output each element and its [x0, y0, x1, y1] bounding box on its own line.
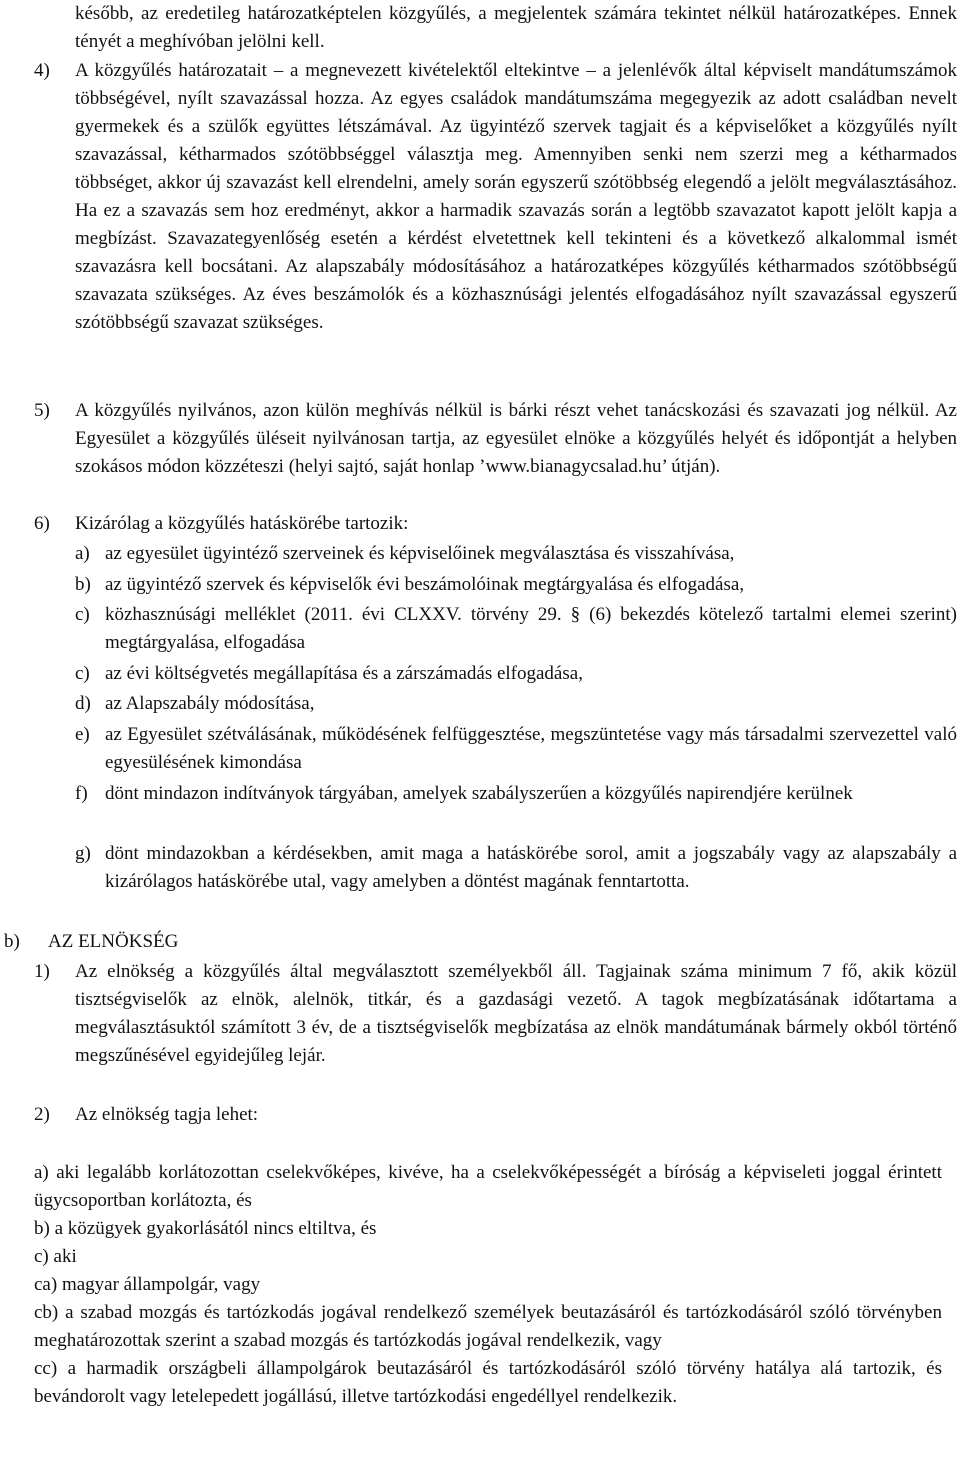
elnokseg-item-1 [34, 958, 957, 1070]
intro-text: később, az eredetileg határozatképtelen közgyűlés, a megjelentek számára tekintet nélkül határozatképes. Ennek tényét a meghívóban jelölni kell. [75, 3, 957, 52]
list-item-5 [34, 397, 957, 481]
intro-paragraph [75, 0, 957, 56]
subitem-number: f) [75, 783, 88, 804]
subitem-c2 [75, 660, 957, 688]
section-title: AZ ELNÖKSÉG [48, 931, 179, 952]
subitem-number: d) [75, 693, 91, 714]
item-number: 5) [34, 400, 50, 421]
conditions-list [34, 1159, 942, 1411]
subitem-text: dönt mindazokban a kérdésekben, amit maga a hatáskörébe sorol, amit a jogszabály vagy az alapszabály a kizárólagos hatáskörébe utal, vagy amelyben a döntést magának fenntartotta. [105, 843, 957, 892]
subitem-number: e) [75, 724, 90, 745]
subitem-number: a) [75, 543, 90, 564]
subitem-number: g) [75, 843, 91, 864]
condition-item: c) aki [34, 1246, 77, 1267]
subitem-text: közhasznúsági melléklet (2011. évi CLXXV. törvény 29. § (6) bekezdés kötelező tartalmi elemei szerint) megtárgyalása, elfogadása [105, 604, 957, 653]
subitem-e [75, 721, 957, 777]
condition-item: a) aki legalább korlátozottan cselekvőképes, kivéve, ha a cselekvőképességét a bíróság a képviseleti joggal érintett ügycsoportban korlátozta, és [34, 1162, 942, 1211]
list-item-6 [34, 510, 957, 538]
subitem-f [75, 780, 957, 808]
subitem-a [75, 540, 957, 568]
subitem-text: az évi költségvetés megállapítása és a zárszámadás elfogadása, [105, 663, 583, 684]
condition-item: b) a közügyek gyakorlásától nincs eltiltva, és [34, 1218, 377, 1239]
subitem-text: dönt mindazon indítványok tárgyában, amelyek szabályszerűen a közgyűlés napirendjére kerülnek [105, 783, 853, 804]
subitem-d [75, 690, 957, 718]
item-number: 6) [34, 513, 50, 534]
subitem-g [75, 840, 957, 896]
item-text: A közgyűlés nyilvános, azon külön meghívás nélkül is bárki részt vehet tanácskozási és szavazati jog nélkül. Az Egyesület a közgyűlés üléseit nyilvánosan tartja, az egyesület elnöke a közgyűlés helyét és időpontját a helyben szokásos módon közzéteszi (helyi sajtó, saját honlap ’www.bianagycsalad.hu’ útján). [75, 400, 957, 477]
subitem-text: az ügyintéző szervek és képviselők évi beszámolóinak megtárgyalása és elfogadása, [105, 574, 745, 595]
subitem-number: c) [75, 663, 90, 684]
item-text: A közgyűlés határozatait – a megnevezett kivételektől eltekintve – a jelenlévők által képviselt mandátumszámok többségével, nyílt szavazással hozza. Az egyes családok mandátumszáma megegyezik az adott családban nevelt gyermekek és a szülők együttes létszámával. Az ügyintéző szervek tagjait és a képviselőket a közgyűlés nyílt szavazással, kétharmados szótöbbséggel választja meg. Amennyiben senki nem szerzi meg a kétharmados többséget, akkor új szavazást kell elrendelni, amely során egyszerű szótöbbség elegendő a jelölt megválasztásához. Ha ez a szavazás sem hoz eredményt, akkor a harmadik szavazás során a legtöbb szavazatot kapott jelölt kapja a megbízást. Szavazategyenlőség esetén a kérdést elvetettnek kell tekinteni és a következő alkalommal ismét szavazásra kell bocsátani. Az alapszabály módosításához a határozatképes közgyűlés kétharmados szótöbbségű szavazata szükséges. Az éves beszámolók és a közhasznúsági jelentés elfogadásához nyílt szavazással egyszerű szótöbbségű szavazat szükséges. [75, 60, 957, 333]
condition-item: ca) magyar állampolgár, vagy [34, 1274, 261, 1295]
subitem-text: az Egyesület szétválásának, működésének felfüggesztése, megszüntetése vagy más társadalmi szervezettel való egyesülésének kimondása [105, 724, 957, 773]
item-number: 4) [34, 60, 50, 81]
condition-item: cb) a szabad mozgás és tartózkodás jogával rendelkező személyek beutazásáról és tartózkodásáról szóló törvényben meghatározottak szerint a szabad mozgás és tartózkodás jogával rendelkezik, vagy [34, 1302, 942, 1351]
section-heading [4, 928, 957, 956]
subitem-text: az Alapszabály módosítása, [105, 693, 315, 714]
subitem-text: az egyesület ügyintéző szerveinek és képviselőinek megválasztása és visszahívása, [105, 543, 735, 564]
subitem-c1 [75, 601, 957, 657]
item-text: Az elnökség a közgyűlés által megválasztott személyekből áll. Tagjainak száma minimum 7 fő, akik közül tisztségviselők az elnök, alelnök, titkár, és a gazdasági vezető. A tagok megbízatásának időtartama a megválasztásuktól számított 3 év, de a tisztségviselők megbízatása az elnök mandátumának bármely okból történő megszűnésével egyidejűleg lejár. [75, 961, 957, 1066]
item-text: Az elnökség tagja lehet: [75, 1104, 259, 1125]
list-item-4 [34, 57, 957, 337]
subitem-number: c) [75, 604, 90, 625]
item-text: Kizárólag a közgyűlés hatáskörébe tartozik: [75, 513, 409, 534]
item-number: 2) [34, 1104, 50, 1125]
elnokseg-item-2 [34, 1101, 957, 1129]
item-number: 1) [34, 961, 50, 982]
condition-item: cc) a harmadik országbeli állampolgárok beutazásáról és tartózkodásáról szóló törvény hatálya alá tartozik, és bevándorolt vagy letelepedett jogállású, illetve tartózkodási engedéllyel rendelkezik. [34, 1358, 942, 1407]
subitem-b [75, 571, 957, 599]
subitem-number: b) [75, 574, 91, 595]
section-number: b) [4, 931, 20, 952]
